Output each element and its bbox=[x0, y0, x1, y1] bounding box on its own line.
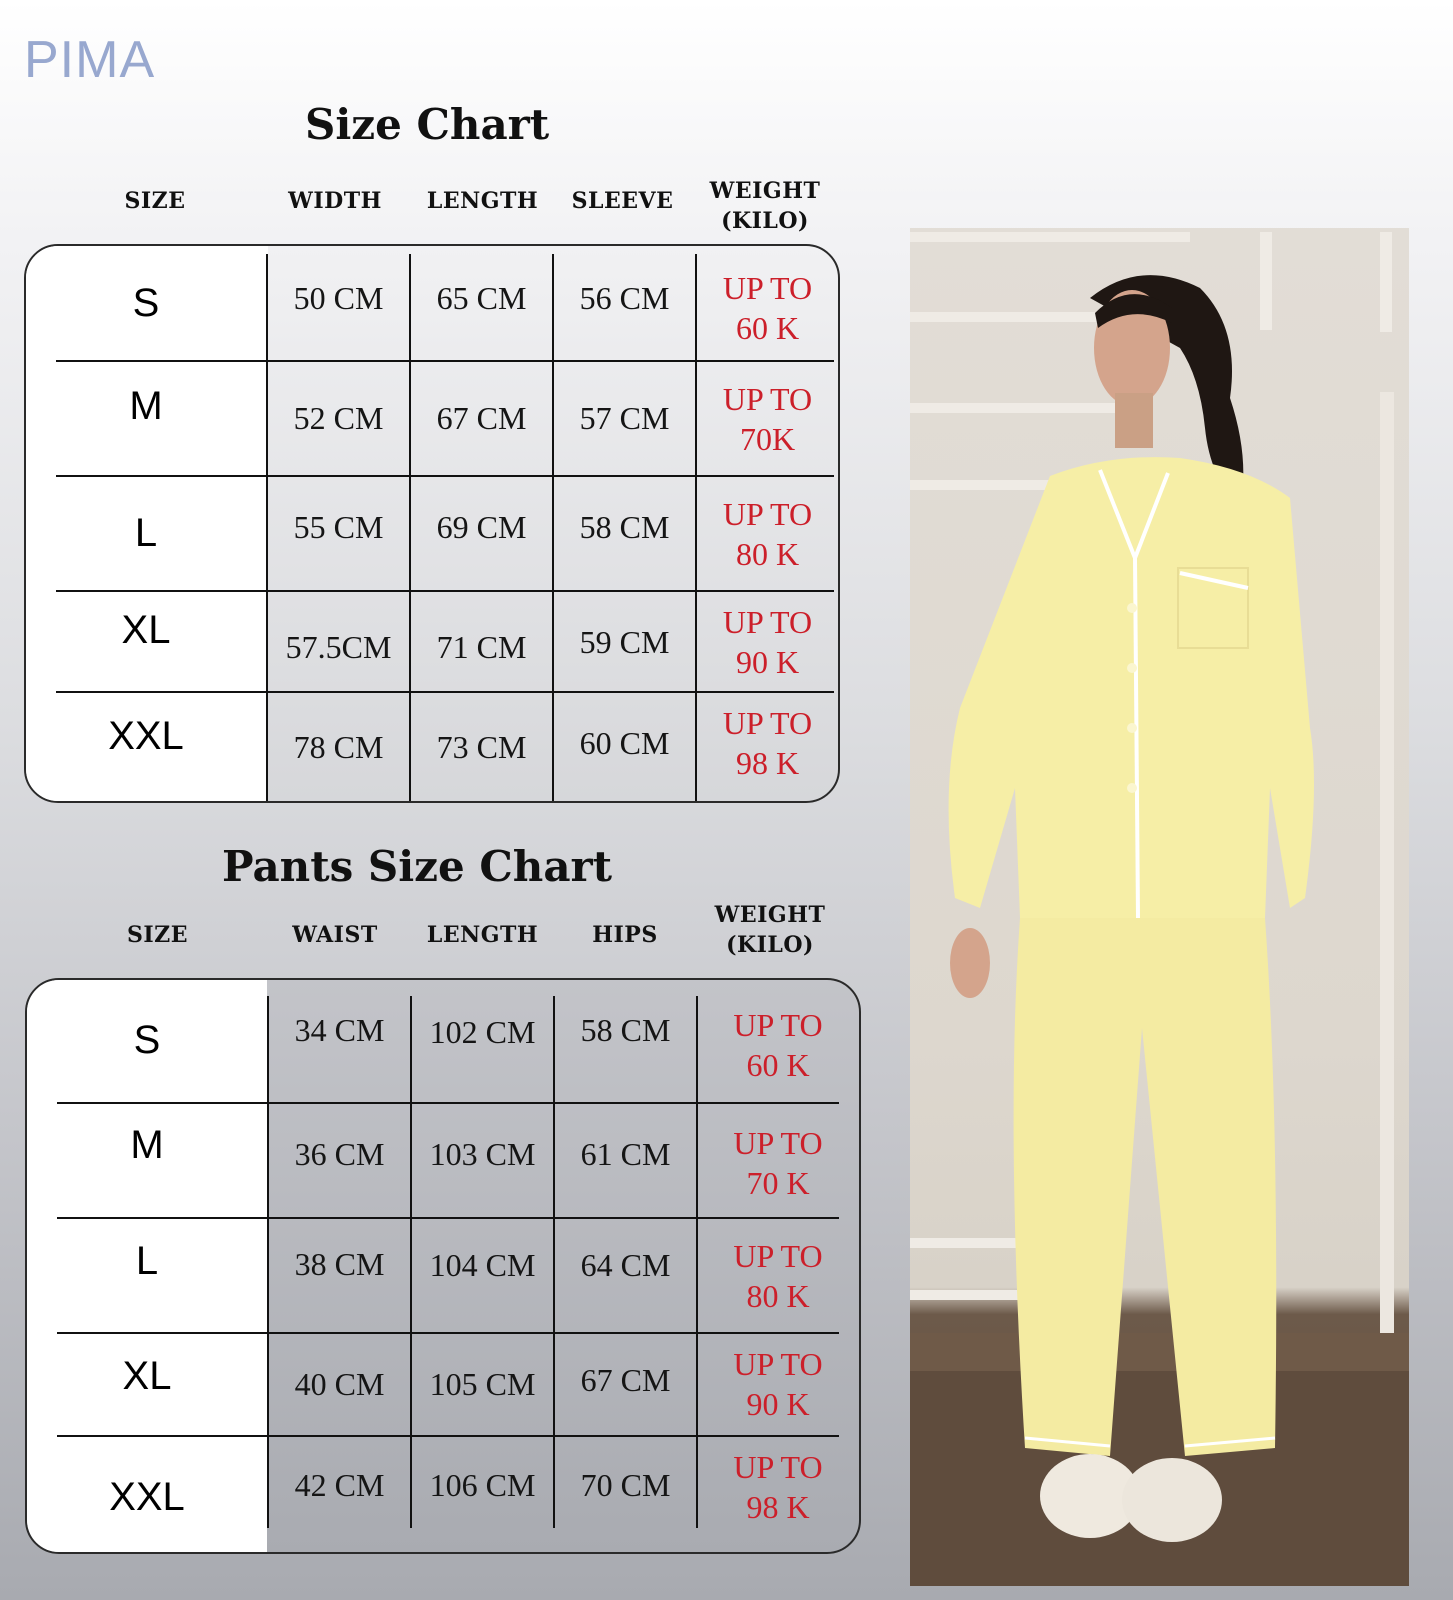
pants-weight-xxl-l1: UP TO bbox=[733, 1449, 823, 1485]
pants-weight-s-l2: 60 K bbox=[746, 1047, 810, 1083]
weight-xl bbox=[697, 592, 838, 691]
pants-header-size: SIZE bbox=[126, 922, 188, 948]
pants-weight-xxl-l2: 98 K bbox=[746, 1489, 810, 1525]
weight-m-l1: UP TO bbox=[722, 380, 813, 417]
waist-l: 38 CM bbox=[294, 1245, 385, 1282]
model-pajama-illustration bbox=[910, 228, 1409, 1586]
pants-header-weight bbox=[700, 900, 840, 960]
shirt-size-table bbox=[24, 244, 840, 803]
brand-logo: PIMA bbox=[24, 31, 156, 89]
sleeve-xl: 59 CM bbox=[579, 623, 670, 660]
weight-xxl bbox=[697, 693, 838, 793]
width-l: 55 CM bbox=[293, 508, 384, 545]
pants-size-table bbox=[25, 978, 861, 1554]
size-m: M bbox=[129, 383, 163, 428]
shirt-size-chart-title: Size Chart bbox=[305, 100, 550, 149]
pants-length-m: 103 CM bbox=[429, 1135, 536, 1172]
pants-weight-xl-l1: UP TO bbox=[733, 1346, 823, 1382]
weight-m bbox=[697, 362, 838, 475]
width-m: 52 CM bbox=[293, 400, 384, 436]
pants-length-s: 102 CM bbox=[429, 1013, 536, 1050]
pants-header-length: LENGTH bbox=[426, 922, 539, 948]
waist-xl: 40 CM bbox=[294, 1365, 385, 1402]
length-m: 67 CM bbox=[436, 400, 527, 436]
pants-size-xl: XL bbox=[122, 1353, 172, 1398]
pants-weight-m-l2: 70 K bbox=[746, 1165, 810, 1201]
length-l: 69 CM bbox=[436, 508, 527, 545]
length-xl: 71 CM bbox=[436, 628, 527, 665]
pants-weight-m bbox=[698, 1104, 858, 1222]
pants-weight-xl bbox=[698, 1334, 858, 1434]
width-xxl: 78 CM bbox=[293, 728, 384, 765]
pants-weight-l-l1: UP TO bbox=[733, 1237, 823, 1274]
header-width: WIDTH bbox=[288, 188, 382, 214]
width-xl: 57.5CM bbox=[285, 628, 392, 665]
pants-header-weight-line2: (KILO) bbox=[726, 932, 814, 958]
weight-s bbox=[697, 246, 838, 370]
size-xl: XL bbox=[121, 607, 171, 652]
header-sleeve: SLEEVE bbox=[571, 188, 674, 214]
pants-size-chart-title: Pants Size Chart bbox=[222, 842, 613, 891]
length-xxl: 73 CM bbox=[436, 728, 527, 765]
pants-weight-xl-l2: 90 K bbox=[746, 1386, 810, 1422]
sleeve-l: 58 CM bbox=[579, 508, 670, 545]
width-s: 50 CM bbox=[293, 279, 384, 316]
pants-size-m: M bbox=[130, 1122, 164, 1167]
hips-xxl: 70 CM bbox=[580, 1466, 671, 1503]
weight-s-l1: UP TO bbox=[722, 270, 813, 306]
size-s: S bbox=[132, 280, 160, 325]
sleeve-xxl: 60 CM bbox=[579, 724, 670, 761]
header-length: LENGTH bbox=[426, 188, 539, 214]
sleeve-s: 56 CM bbox=[579, 279, 670, 316]
length-s: 65 CM bbox=[436, 279, 527, 316]
weight-l-l1: UP TO bbox=[722, 495, 813, 532]
weight-l bbox=[697, 477, 838, 590]
weight-m-l2: 70K bbox=[739, 420, 796, 457]
weight-l-l2: 80 K bbox=[735, 535, 800, 572]
pants-weight-l-l2: 80 K bbox=[746, 1277, 810, 1314]
pants-size-s: S bbox=[133, 1017, 161, 1062]
pants-length-xxl: 106 CM bbox=[429, 1466, 536, 1503]
pants-size-l: L bbox=[135, 1238, 159, 1283]
size-xxl: XXL bbox=[108, 713, 184, 758]
pants-weight-s-l1: UP TO bbox=[733, 1007, 823, 1043]
pants-weight-s bbox=[698, 980, 858, 1110]
header-weight-line2: (KILO) bbox=[721, 208, 809, 234]
pants-weight-m-l1: UP TO bbox=[733, 1125, 823, 1161]
header-weight-line1: WEIGHT bbox=[709, 178, 821, 204]
pants-length-xl: 105 CM bbox=[429, 1365, 536, 1402]
waist-s: 34 CM bbox=[294, 1011, 385, 1048]
pants-header-weight-line1: WEIGHT bbox=[714, 902, 826, 928]
pants-weight-xxl bbox=[698, 1437, 858, 1537]
pants-weight-l bbox=[698, 1219, 858, 1332]
weight-xxl-l1: UP TO bbox=[722, 705, 813, 741]
header-size: SIZE bbox=[124, 188, 186, 214]
weight-xxl-l2: 98 K bbox=[735, 745, 800, 781]
hips-xl: 67 CM bbox=[580, 1361, 671, 1398]
waist-m: 36 CM bbox=[294, 1135, 385, 1172]
hips-s: 58 CM bbox=[580, 1011, 671, 1048]
pants-header-waist: WAIST bbox=[292, 922, 378, 948]
hips-m: 61 CM bbox=[580, 1135, 671, 1172]
pants-size-xxl: XXL bbox=[109, 1474, 185, 1519]
sleeve-m: 57 CM bbox=[579, 400, 670, 436]
header-weight bbox=[695, 176, 835, 236]
weight-s-l2: 60 K bbox=[735, 310, 800, 346]
pants-length-l: 104 CM bbox=[429, 1246, 536, 1283]
weight-xl-l1: UP TO bbox=[722, 603, 813, 640]
model-photo bbox=[910, 228, 1409, 1586]
waist-xxl: 42 CM bbox=[294, 1466, 385, 1503]
hips-l: 64 CM bbox=[580, 1246, 671, 1283]
pants-header-hips: HIPS bbox=[592, 922, 658, 948]
size-l: L bbox=[134, 511, 158, 555]
weight-xl-l2: 90 K bbox=[735, 643, 800, 680]
